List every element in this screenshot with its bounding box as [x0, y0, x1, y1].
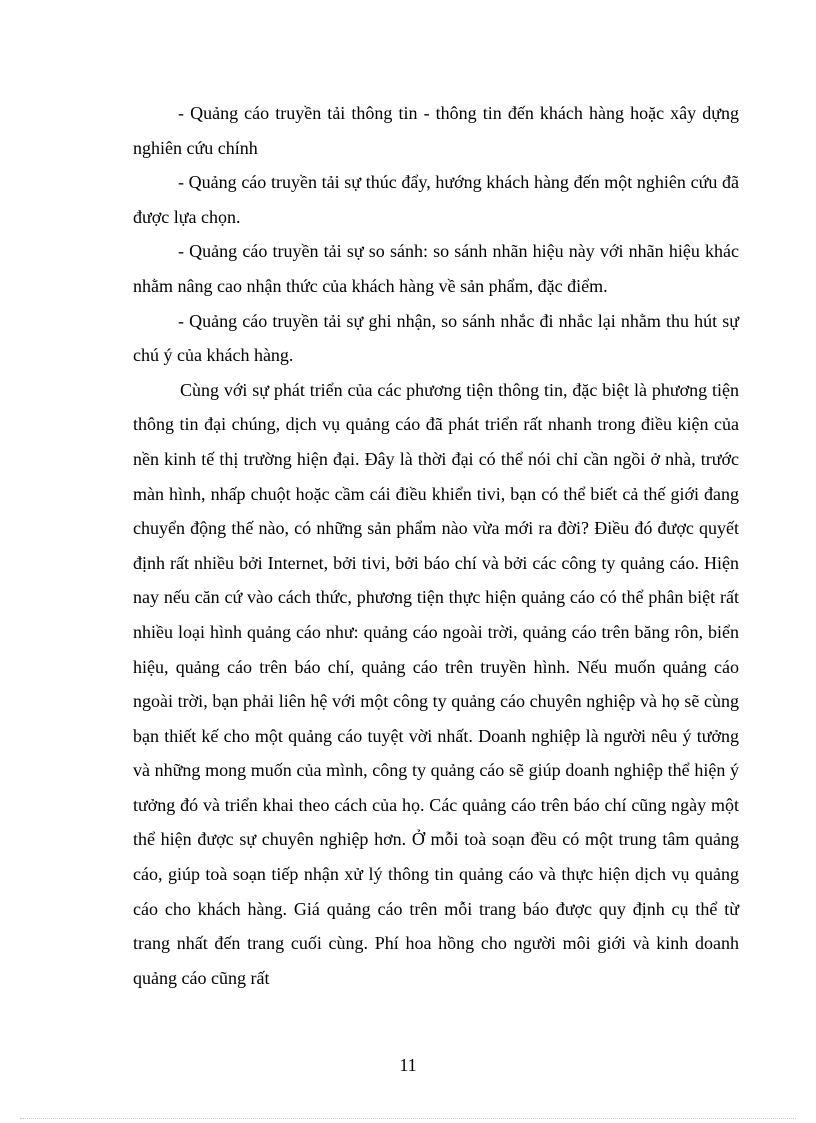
paragraph-bullet-1: - Quảng cáo truyền tải thông tin - thông tin đến khách hàng hoặc xây dựng nghiên cứu chính	[133, 103, 739, 158]
page-edge-divider	[20, 1118, 796, 1119]
paragraph-main: Cùng với sự phát triển của các phương tiện thông tin, đặc biệt là phương tiện thông tin đại chúng, dịch vụ quảng cáo đã phát triển rất nhanh trong điều kiện của nền kinh tế thị trường hiện đại. Đây là thời đại có thể nói chỉ cần ngồi ở nhà, trước màn hình, nhấp chuột hoặc cầm cái điều khiển tivi, bạn có thể biết cả thế giới đang chuyển động thế nào, có những sản phẩm nào vừa mới ra đời? Điều đó được quyết định rất nhiều bởi Internet, bởi tivi, bởi báo chí và bởi các công ty quảng cáo. Hiện nay nếu căn cứ vào cách thức, phương tiện thực hiện quảng cáo có thể phân biệt rất nhiều loại hình quảng cáo như: quảng cáo ngoài trời, quảng cáo trên băng rôn, biển hiệu, quảng cáo trên báo chí, quảng cáo trên truyền hình. Nếu muốn quảng cáo ngoài trời, bạn phải liên hệ với một công ty quảng cáo chuyên nghiệp và họ sẽ cùng bạn thiết kế cho một quảng cáo tuyệt vời nhất. Doanh nghiệp là người nêu ý tưởng và những mong muốn của mình, công ty quảng cáo sẽ giúp doanh nghiệp thể hiện ý tưởng đó và triển khai theo cách của họ. Các quảng cáo trên báo chí cũng ngày một thể hiện được sự chuyên nghiệp hơn. Ở mỗi toà soạn đều có một trung tâm quảng cáo, giúp toà soạn tiếp nhận xử lý thông tin quảng cáo và thực hiện dịch vụ quảng cáo cho khách hàng. Giá quảng cáo trên mỗi trang báo được quy định cụ thể từ trang nhất đến trang cuối cùng. Phí hoa hồng cho người môi giới và kinh doanh quảng cáo cũng rất	[133, 379, 739, 988]
page-number: 11	[399, 1055, 417, 1075]
paragraph-bullet-4: - Quảng cáo truyền tải sự ghi nhận, so sánh nhắc đi nhắc lại nhằm thu hút sự chú ý của khách hàng.	[133, 310, 739, 366]
paragraph-bullet-2: - Quảng cáo truyền tải sự thúc đẩy, hướng khách hàng đến một nghiên cứu đã được lựa chọn.	[133, 172, 739, 227]
paragraph-bullet-3: - Quảng cáo truyền tải sự so sánh: so sánh nhãn hiệu này với nhãn hiệu khác nhằm nâng cao nhận thức của khách hàng về sản phẩm, đặc điểm.	[133, 241, 739, 296]
body-text	[133, 96, 739, 995]
